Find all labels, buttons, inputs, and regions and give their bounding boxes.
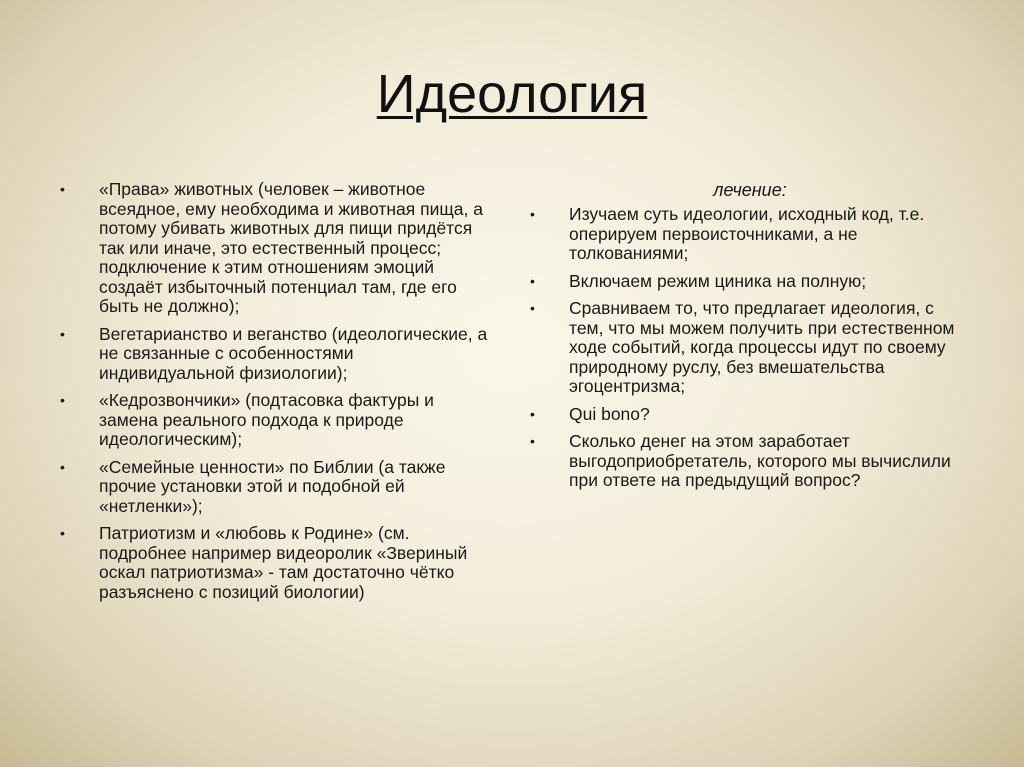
list-item-text: Сравниваем то, что предлагает идеология, с тем, что мы можем получить при естественном ходе событий, когда процессы идут по своему природному руслу, без вмешательства эгоцентризма; [569, 298, 955, 396]
list-item [530, 205, 970, 264]
list-item-text: Изучаем суть идеологии, исходный код, т.е. оперируем первоисточниками, а не толкованиями; [569, 204, 925, 263]
right-column [530, 180, 970, 499]
list-item-text: Сколько денег на этом заработает выгодоприобретатель, которого мы вычислили при ответе на предыдущий вопрос? [569, 431, 951, 490]
list-item-text: «Семейные ценности» по Библии (а также прочие установки этой и подобной ей «нетленки»); [99, 456, 446, 516]
list-item [60, 391, 490, 450]
list-item [530, 299, 970, 397]
list-item [530, 432, 970, 491]
list-item-text: «Кедрозвончики» (подтасовка фактуры и замена реального подхода к природе идеологическим); [99, 390, 434, 449]
bullet-icon: • [60, 525, 65, 541]
bullet-icon: • [530, 206, 535, 222]
list-item [60, 325, 490, 384]
left-bullet-list [60, 180, 490, 602]
bullet-icon: • [60, 458, 65, 475]
bullet-icon: • [530, 272, 535, 289]
bullet-icon: • [60, 181, 65, 197]
left-column [60, 180, 490, 610]
list-item-text: Патриотизм и «любовь к Родине» (см. подробнее например видеоролик «Звериный оскал патриотизма» - там достаточно чётко разъяснено с позиций биологии) [99, 523, 468, 602]
bullet-icon: • [530, 433, 535, 449]
bullet-icon: • [530, 405, 535, 422]
right-bullet-list [530, 205, 970, 491]
list-item [530, 272, 970, 292]
bullet-icon: • [60, 392, 65, 408]
list-item-text: Qui bono? [569, 403, 650, 424]
bullet-icon: • [530, 300, 535, 316]
list-item-text: Вегетарианство и веганство (идеологические, а не связанные с особенностями индивидуальной физиологии); [99, 323, 488, 383]
list-item [60, 524, 490, 602]
list-item [530, 405, 970, 425]
list-item-text: Включаем режим циника на полную; [569, 270, 867, 291]
slide-title: Идеология [376, 64, 648, 124]
list-item [60, 458, 490, 517]
treatment-heading: лечение: [713, 180, 787, 200]
list-item-text: «Права» животных (человек – животное всеядное, ему необходима и животная пища, а потому убивать животных для пищи придётся так или иначе, это естественный процесс; подключение к этим отношениям эмоций создаёт избыточный потенциал там, где его быть не должно); [99, 179, 483, 316]
bullet-icon: • [60, 325, 65, 342]
list-item [60, 180, 490, 317]
